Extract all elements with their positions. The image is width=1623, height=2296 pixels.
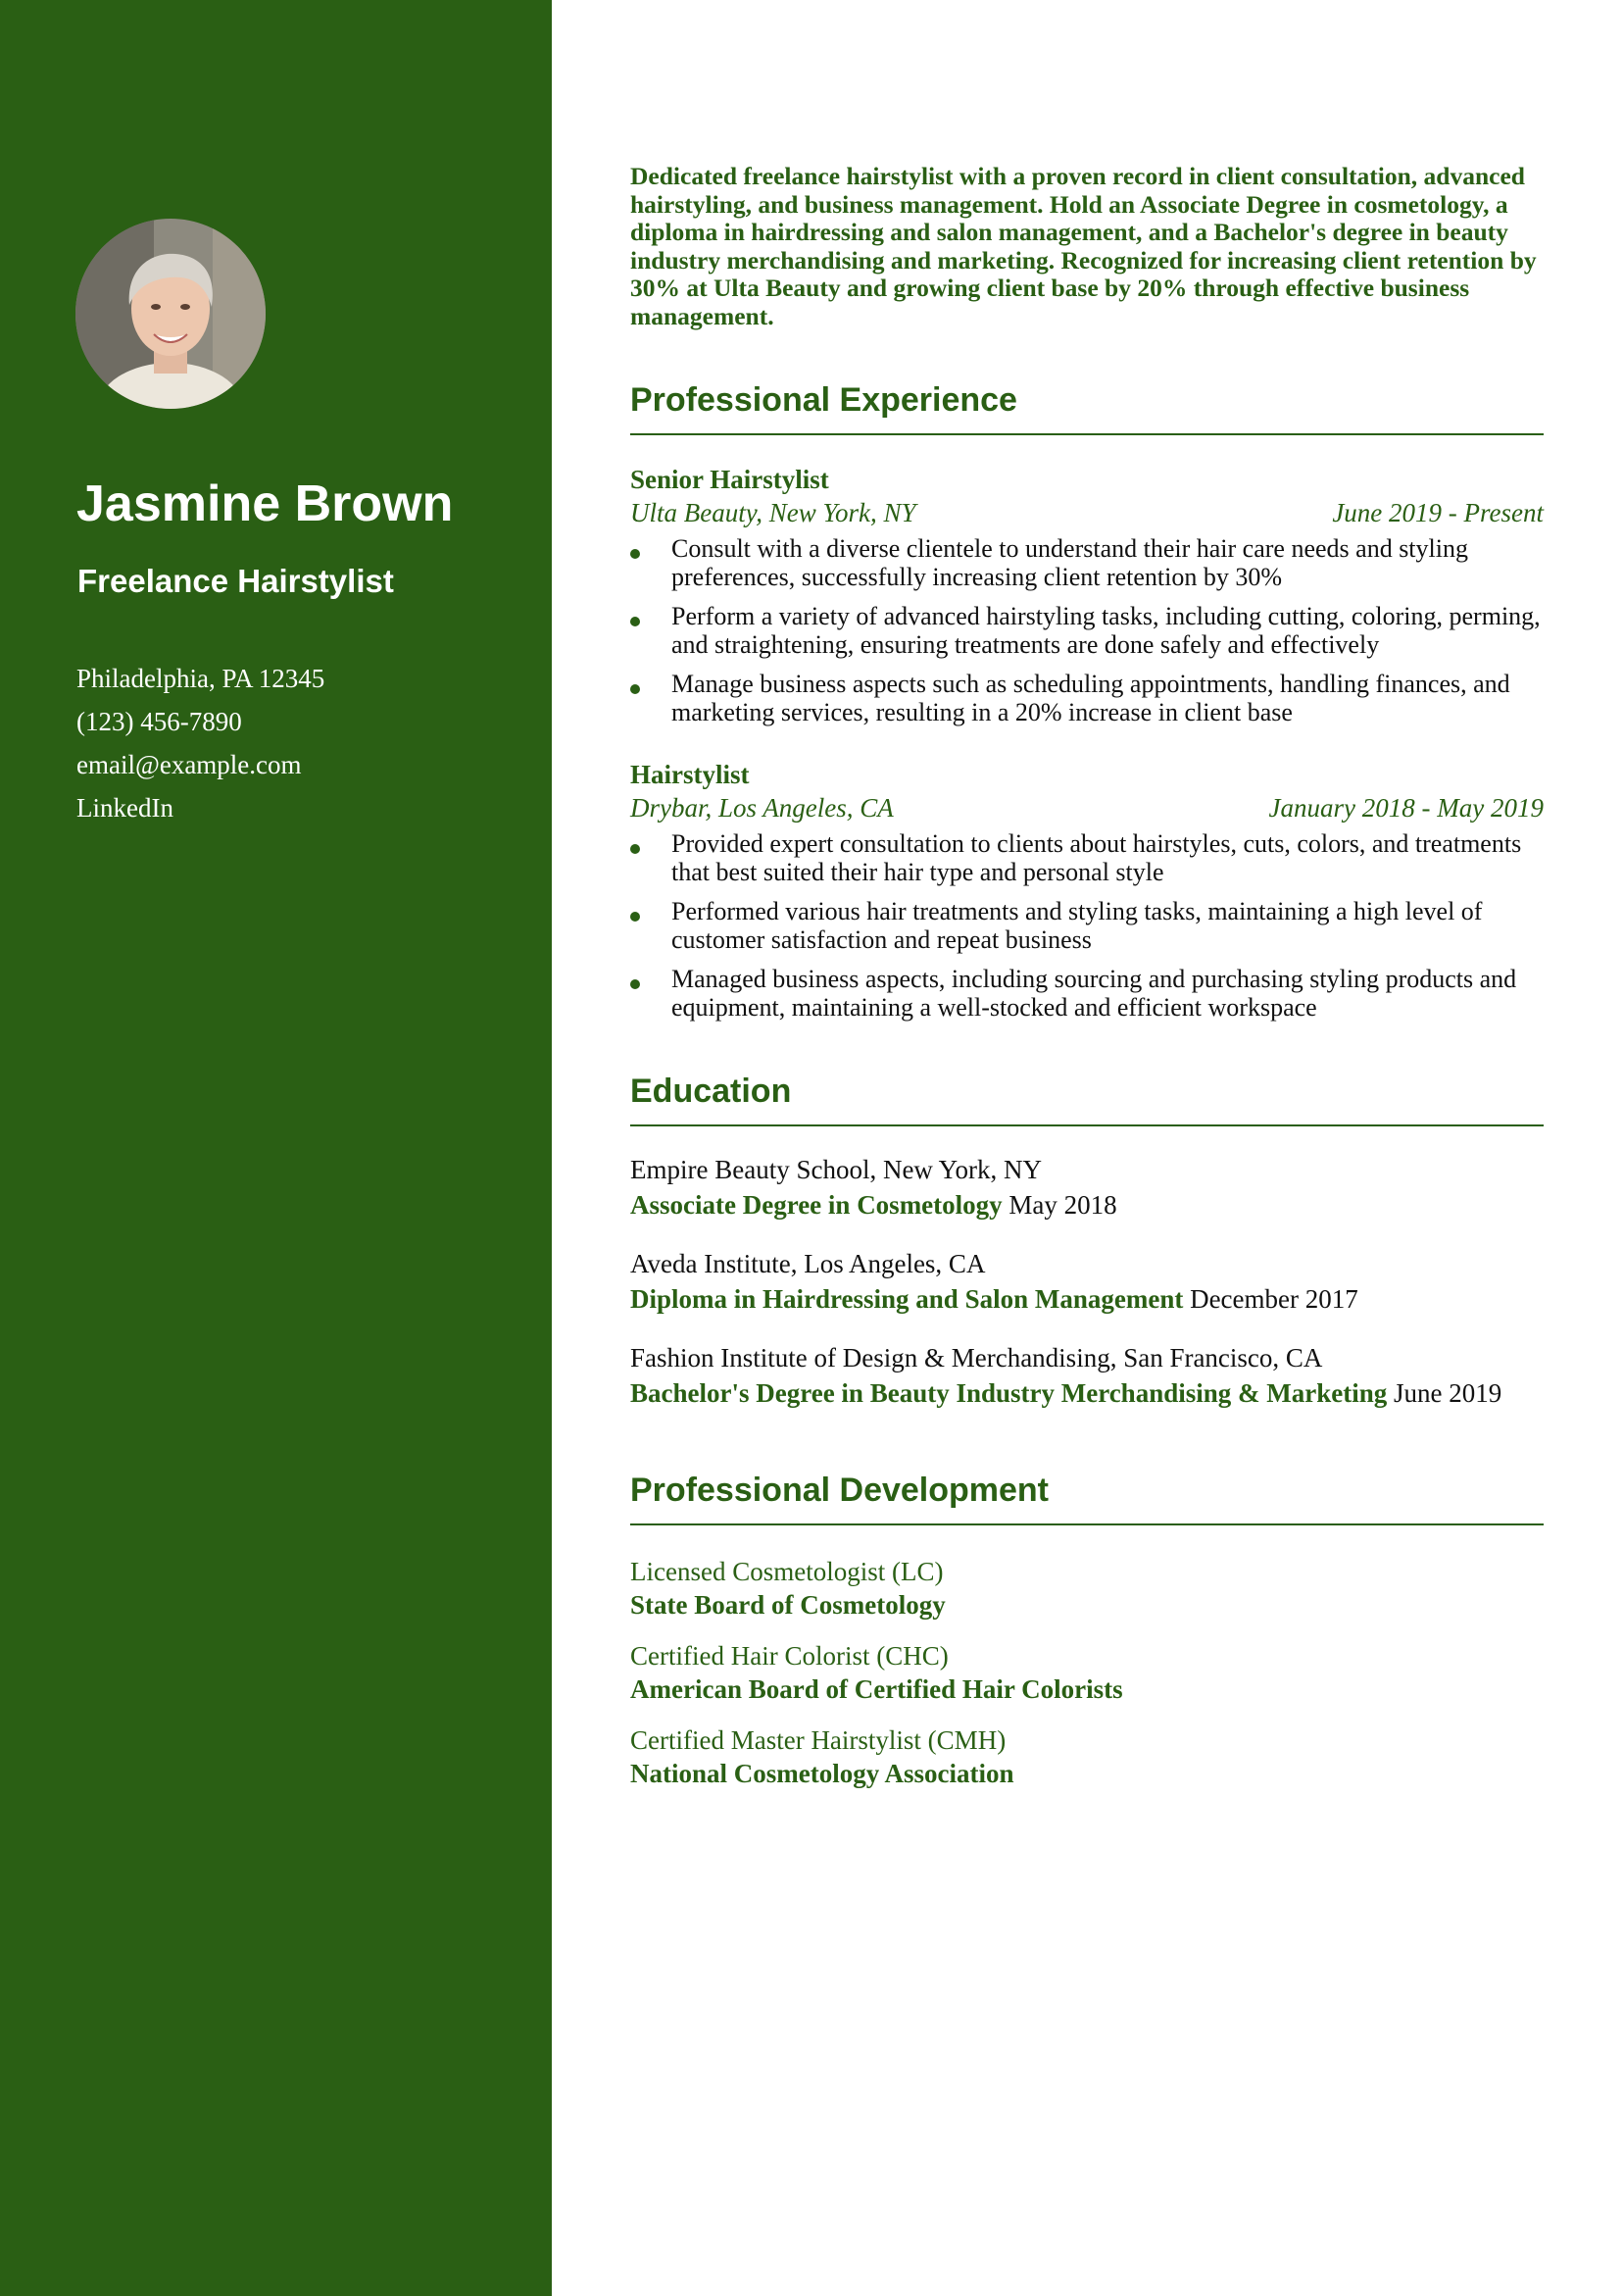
job-bullets	[630, 830, 1544, 1022]
education-item	[630, 1340, 1544, 1411]
education-degree: Bachelor's Degree in Beauty Industry Merchandising & Marketing	[630, 1378, 1388, 1408]
education-school: Aveda Institute, Los Angeles, CA	[630, 1249, 986, 1278]
bullet-icon	[630, 617, 640, 626]
contact-linkedin[interactable]: LinkedIn	[76, 793, 173, 823]
job-bullet	[630, 830, 1544, 886]
education-date: May 2018	[1008, 1190, 1117, 1220]
job-company: Drybar, Los Angeles, CA	[630, 793, 894, 823]
education-heading: Education	[630, 1073, 1544, 1126]
bullet-text: Perform a variety of advanced hairstyling tasks, including cutting, coloring, perming, and straightening, ensuring treatments are done safely and effectively	[671, 602, 1541, 659]
candidate-name: Jasmine Brown	[76, 475, 454, 532]
job-role: Hairstylist	[630, 760, 750, 789]
education-date: December 2017	[1190, 1284, 1358, 1314]
contact-phone: (123) 456-7890	[76, 707, 242, 736]
job-dates: January 2018 - May 2019	[1268, 793, 1544, 823]
summary: Dedicated freelance hairstylist with a proven record in client consultation, advanced hairstyling, and business management. Hold an Associate Degree in cosmetology, a diploma in hairdressing and salon management, and a Bachelor's degree in beauty industry merchandising and marketing. Recognized for increasing client retention by 30% at Ulta Beauty and growing client base by 20% through effective business management.	[630, 162, 1537, 330]
job-bullet	[630, 966, 1544, 1022]
education-degree-line	[630, 1375, 1544, 1411]
education-degree-line	[630, 1281, 1544, 1317]
certification-name: Certified Hair Colorist (CHC)	[630, 1641, 949, 1671]
job-company: Ulta Beauty, New York, NY	[630, 498, 916, 527]
bullet-icon	[630, 684, 640, 694]
bullet-text: Performed various hair treatments and styling tasks, maintaining a high level of customer satisfaction and repeat business	[671, 897, 1483, 954]
certification-org: National Cosmetology Association	[630, 1759, 1014, 1788]
development-item	[630, 1555, 1544, 1622]
education-degree: Diploma in Hairdressing and Salon Management	[630, 1284, 1184, 1314]
job-entry	[630, 463, 1544, 726]
certification-name: Licensed Cosmetologist (LC)	[630, 1557, 944, 1586]
development-heading: Professional Development	[630, 1472, 1544, 1525]
job-role: Senior Hairstylist	[630, 465, 829, 494]
education-school: Fashion Institute of Design & Merchandising, San Francisco, CA	[630, 1343, 1323, 1373]
candidate-title: Freelance Hairstylist	[77, 563, 394, 599]
bullet-icon	[630, 549, 640, 559]
job-meta	[630, 496, 1544, 529]
portrait-photo-icon	[75, 219, 266, 409]
sidebar	[0, 0, 552, 2296]
bullet-icon	[630, 844, 640, 854]
bullet-text: Consult with a diverse clientele to understand their hair care needs and styling preferences, successfully increasing client retention by 30%	[671, 534, 1468, 591]
job-bullet	[630, 535, 1544, 591]
bullet-icon	[630, 912, 640, 922]
avatar	[75, 219, 266, 409]
development-item	[630, 1723, 1544, 1790]
job-entry	[630, 758, 1544, 1022]
education-degree: Associate Degree in Cosmetology	[630, 1190, 1003, 1220]
bullet-text: Provided expert consultation to clients about hairstyles, cuts, colors, and treatments that best suited their hair type and personal style	[671, 829, 1522, 886]
job-bullets	[630, 535, 1544, 726]
job-bullet	[630, 603, 1544, 659]
bullet-icon	[630, 979, 640, 989]
development-item	[630, 1639, 1544, 1706]
job-bullet	[630, 671, 1544, 726]
contact-address: Philadelphia, PA 12345	[76, 664, 325, 693]
experience-heading: Professional Experience	[630, 381, 1544, 435]
job-meta	[630, 791, 1544, 824]
development-list	[630, 1555, 1544, 1790]
certification-org: State Board of Cosmetology	[630, 1590, 946, 1620]
contact-email[interactable]: email@example.com	[76, 750, 302, 779]
bullet-text: Managed business aspects, including sourcing and purchasing styling products and equipment, maintaining a well-stocked and efficient workspace	[671, 965, 1517, 1022]
education-item	[630, 1246, 1544, 1317]
job-dates: June 2019 - Present	[1332, 498, 1544, 527]
education-degree-line	[630, 1187, 1544, 1223]
certification-org: American Board of Certified Hair Colorists	[630, 1674, 1123, 1704]
bullet-text: Manage business aspects such as scheduling appointments, handling finances, and marketing services, resulting in a 20% increase in client base	[671, 670, 1510, 726]
education-item	[630, 1152, 1544, 1223]
job-bullet	[630, 898, 1544, 954]
education-school: Empire Beauty School, New York, NY	[630, 1155, 1042, 1184]
education-date: June 2019	[1393, 1378, 1502, 1408]
main-content	[630, 163, 1544, 1808]
education-list	[630, 1152, 1544, 1411]
contact-info	[76, 657, 324, 829]
certification-name: Certified Master Hairstylist (CMH)	[630, 1725, 1007, 1755]
